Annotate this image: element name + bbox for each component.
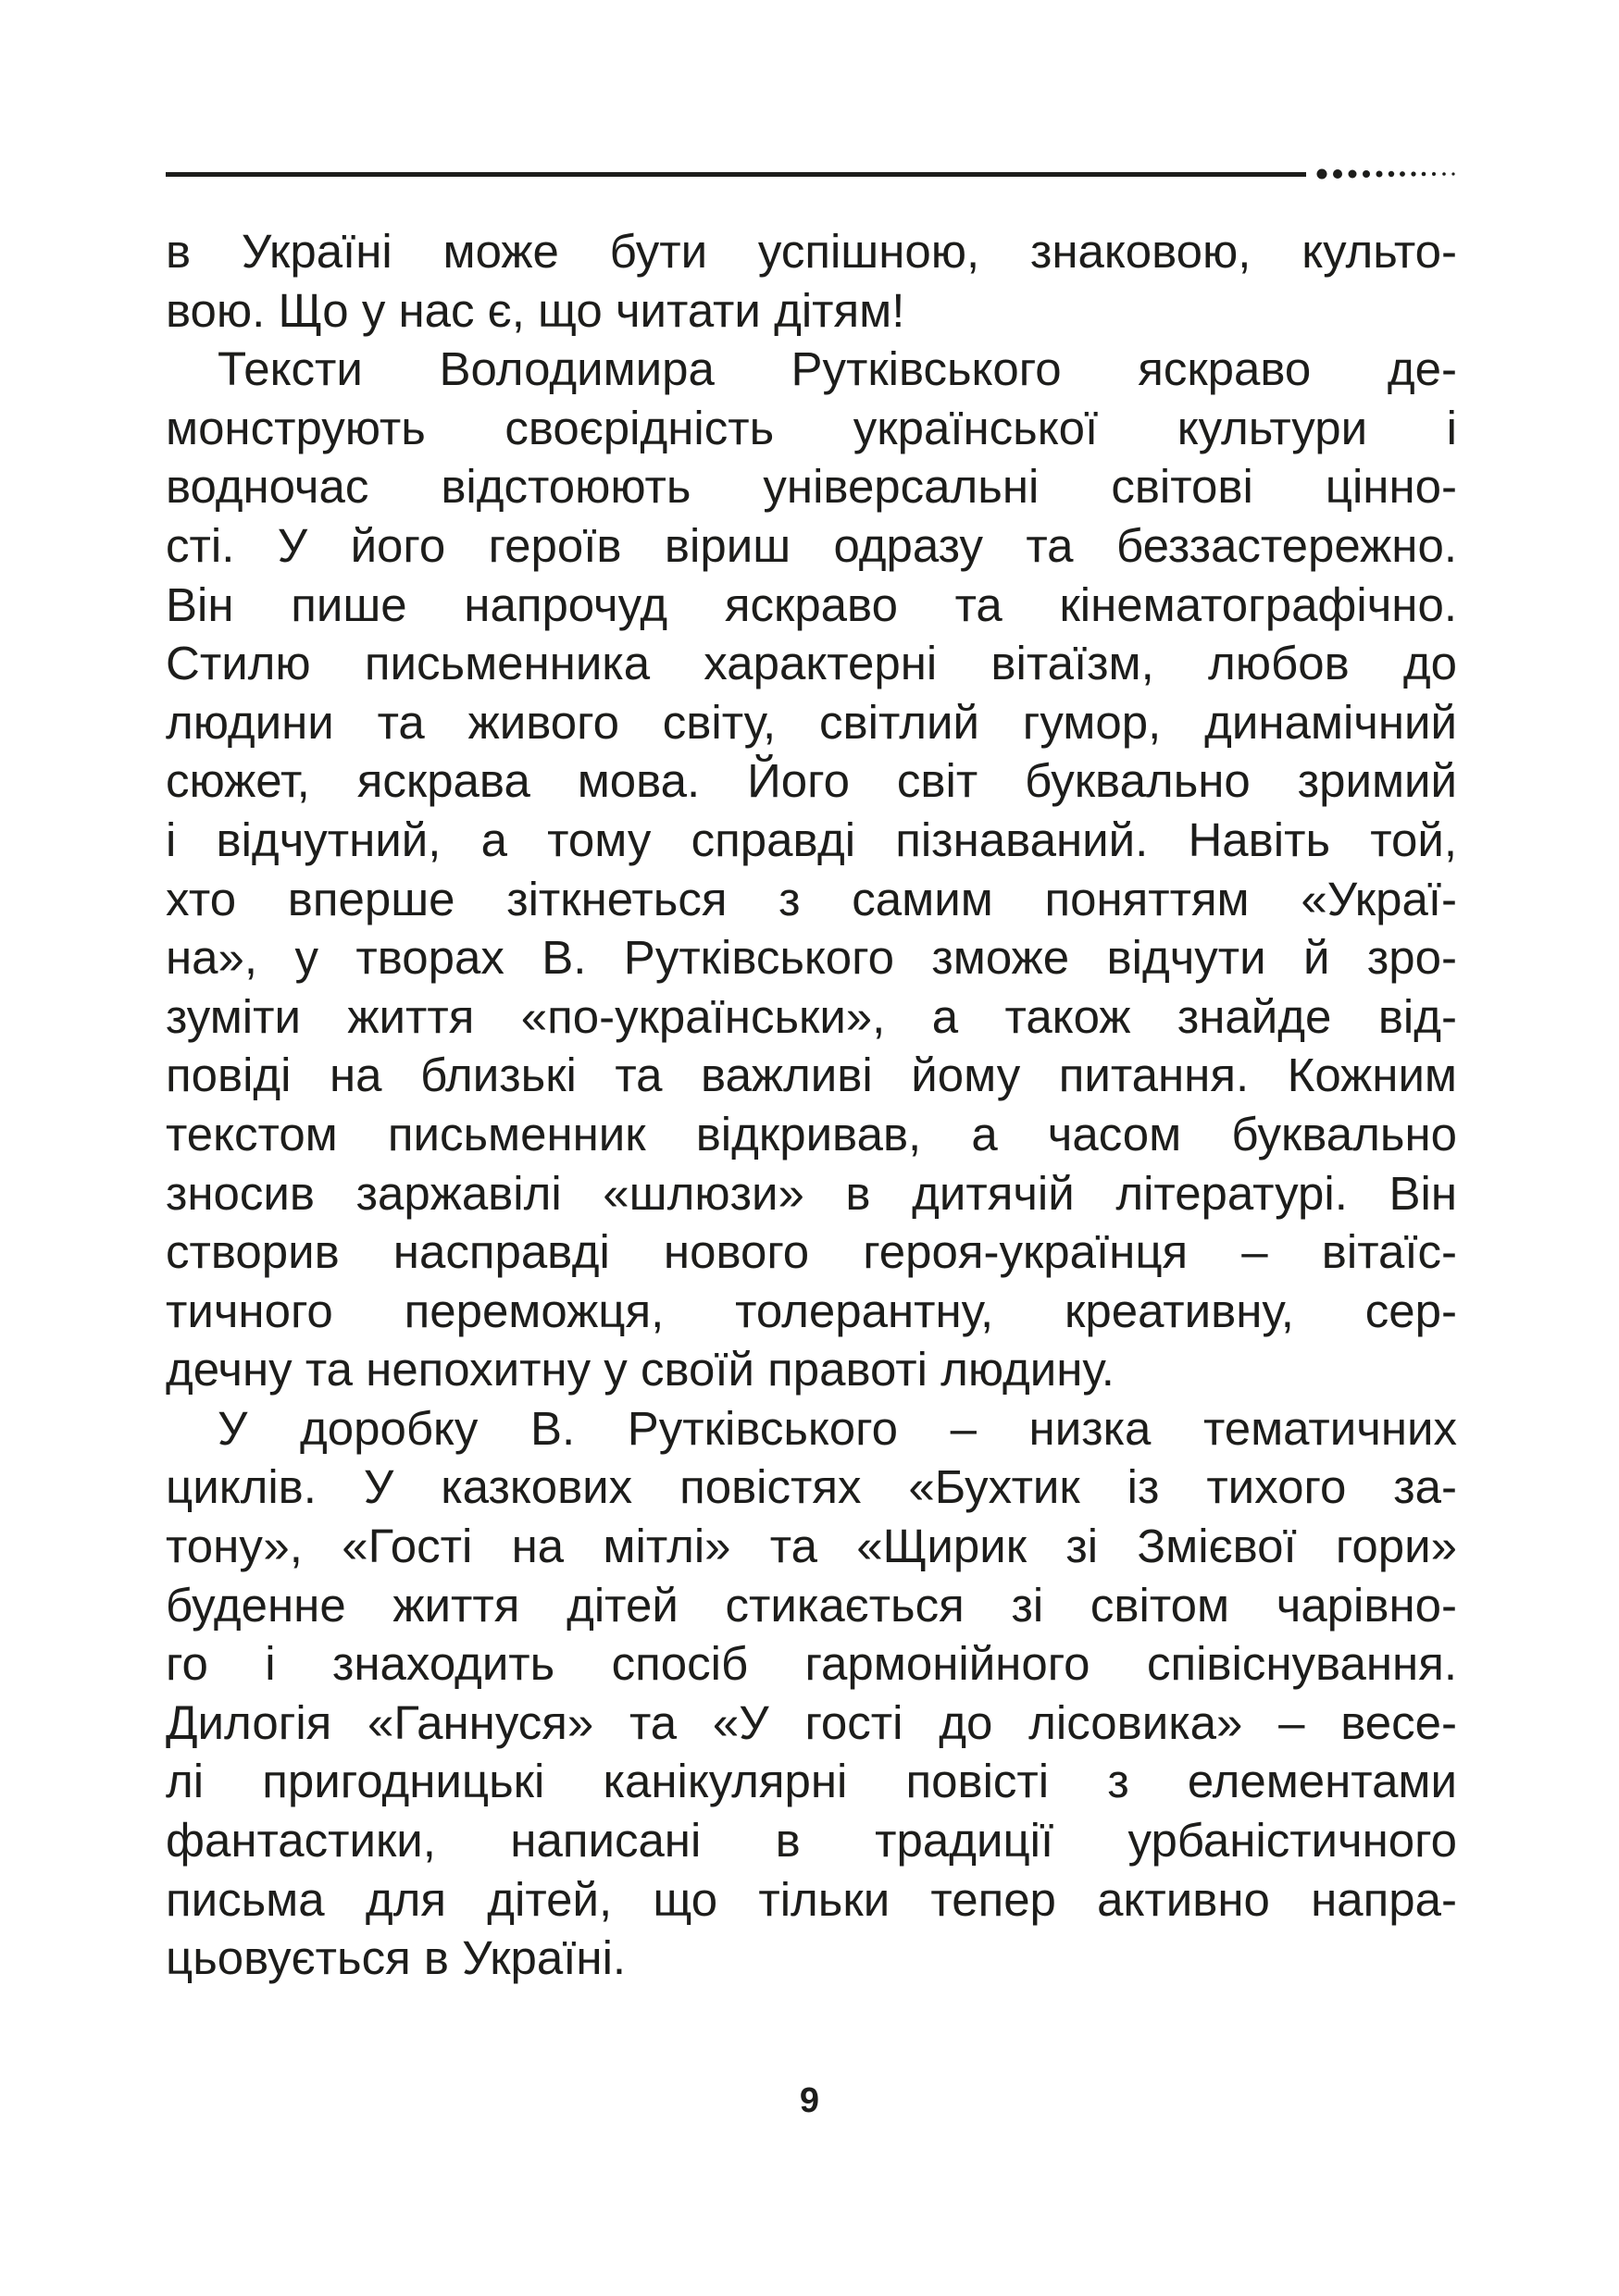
text-line: повіді на близькі та важливі йому питання. Кожним (166, 1049, 1457, 1102)
text-line: сті. У його героїв віриш одразу та беззастережно. (166, 518, 1457, 572)
text-line: створив насправді нового героя-українця – вітаїс- (166, 1225, 1457, 1279)
text-line: текстом письменник відкривав, а часом буквально (166, 1107, 1457, 1160)
text-line: Тексти Володимира Рутківського яскраво де- (218, 342, 1457, 396)
text-line: в Україні може бути успішною, знаковою, культо- (166, 225, 1457, 278)
text-line: цьовується в Україні. (166, 1931, 627, 1985)
paragraph (166, 1399, 1457, 1988)
text-line: монструють своєрідність української культури і (166, 401, 1457, 454)
text-line: тону», «Гості на мітлі» та «Щирик зі Змієвої гори» (166, 1520, 1457, 1573)
text-line: фантастики, написані в традиції урбаністичного (166, 1814, 1457, 1868)
text-line: Він пише напрочуд яскраво та кінематографічно. (166, 577, 1457, 631)
text-line: Стилю письменника характерні вітаїзм, любов до (166, 637, 1457, 690)
page-body-text (166, 222, 1457, 1988)
text-line: дечну та непохитну у своїй правоті людину. (166, 1343, 1115, 1396)
text-line: зносив заржавілі «шлюзи» в дитячій літературі. Він (166, 1166, 1457, 1220)
text-line: людини та живого світу, світлий гумор, динамічний (166, 695, 1457, 749)
text-line: хто вперше зіткнеться з самим поняттям «Украї- (166, 872, 1457, 925)
text-line: Дилогія «Ганнуся» та «У гості до лісовика» – весе- (166, 1695, 1457, 1749)
text-line: тичного переможця, толерантну, креативну, сер- (166, 1284, 1457, 1337)
header-dots (1316, 167, 1457, 181)
text-line: і відчутний, а тому справді пізнаваний. Навіть той, (166, 813, 1457, 866)
text-line: вою. Що у нас є, що читати дітям! (166, 283, 905, 337)
paragraph (166, 222, 1457, 340)
text-line: на», у творах В. Рутківського зможе відчути й зро- (166, 931, 1457, 985)
paragraph (166, 340, 1457, 1399)
text-line: циклів. У казкових повістях «Бухтик із тихого за- (166, 1460, 1457, 1514)
page-number: 9 (799, 2081, 820, 2120)
text-line: сюжет, яскрава мова. Його світ буквально зримий (166, 754, 1457, 808)
header-rule (166, 172, 1306, 177)
text-line: письма для дітей, що тільки тепер активно напра- (166, 1872, 1457, 1926)
text-line: буденне життя дітей стикається зі світом чарівно- (166, 1578, 1457, 1632)
text-line: У доробку В. Рутківського – низка тематичних (218, 1401, 1457, 1455)
text-line: зуміти життя «по-українськи», а також знайде від- (166, 989, 1457, 1043)
text-line: го і знаходить спосіб гармонійного співіснування. (166, 1637, 1457, 1691)
text-line: водночас відстоюють універсальні світові цінно- (166, 460, 1457, 514)
text-line: лі пригодницькі канікулярні повісті з елементами (166, 1755, 1457, 1808)
